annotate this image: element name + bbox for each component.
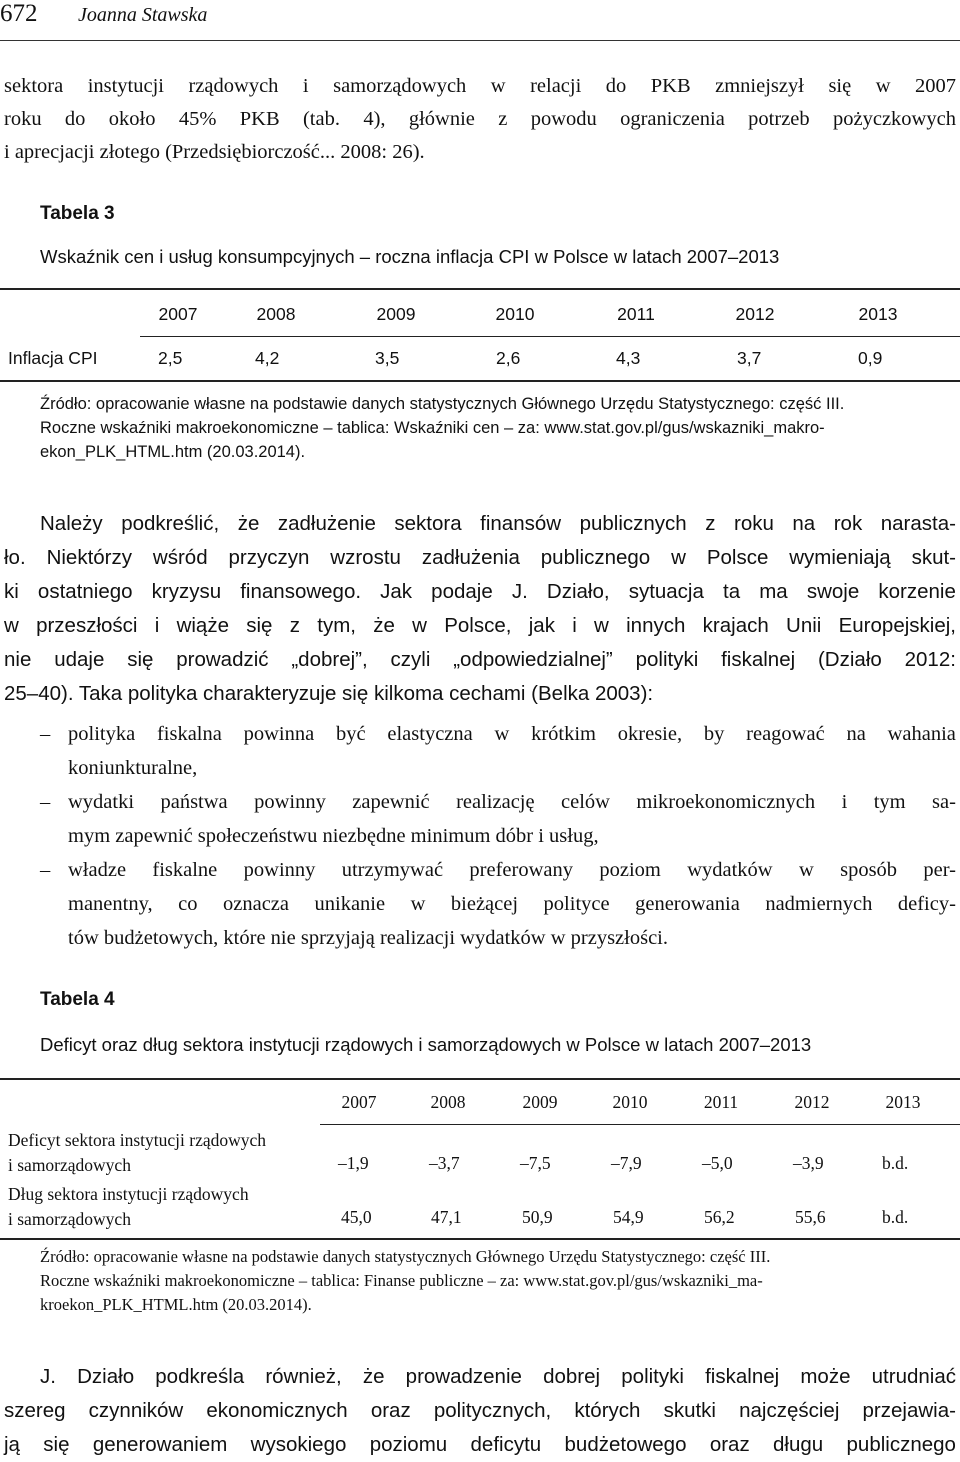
table3-value: 3,5 [375, 348, 400, 368]
bullet-dash: – [40, 723, 51, 745]
closing-line: szereg czynników ekonomicznych oraz politycznych, których skutki najczęściej przejawia- [4, 1399, 956, 1422]
bullet-line: manentny, co oznacza unikanie w bieżącej polityce generowania nadmiernych deficy- [68, 893, 956, 915]
bullet-item [4, 853, 956, 955]
header-rule [0, 40, 960, 41]
table4-value: 50,9 [522, 1207, 553, 1227]
table4-value: –5,0 [702, 1153, 733, 1173]
table4-year: 2013 [885, 1092, 921, 1112]
bullet-line: tów budżetowych, które nie sprzyjają realizacji wydatków w przyszłości. [68, 927, 668, 949]
table4-year: 2010 [612, 1092, 648, 1112]
body-line: Należy podkreślić, że zadłużenie sektora finansów publicznych z roku na rok narasta- [40, 512, 956, 535]
table3-year: 2008 [256, 304, 296, 324]
row-label-line: Deficyt sektora instytucji rządowych [8, 1130, 267, 1150]
table4-source [40, 1245, 958, 1317]
table3-value: 4,3 [616, 348, 641, 368]
table3-row-label: Inflacja CPI [8, 348, 98, 368]
closing-paragraph [4, 1360, 956, 1462]
page-number: 672 [0, 0, 38, 27]
table4-value: –3,7 [429, 1153, 460, 1173]
bullet-line: koniunkturalne, [68, 757, 198, 779]
bullet-list [4, 717, 956, 955]
table4-year: 2011 [703, 1092, 739, 1112]
table4-value: 56,2 [704, 1207, 735, 1227]
body-line: nie udaje się prowadzić „dobrej”, czyli „odpowiedzialnej” polityki fiskalnej (Działo 2012: [4, 648, 956, 671]
table3-label: Tabela 3 [40, 203, 115, 224]
intro-line: roku do około 45% PKB (tab. 4), głównie z powodu ograniczenia potrzeb pożyczkowych [4, 108, 956, 130]
intro-line: i aprecjacji złotego (Przedsiębiorczość... 2008: 26). [4, 141, 425, 163]
table3-year: 2010 [495, 304, 535, 324]
table4-year: 2007 [341, 1092, 377, 1112]
table3-top-rule [0, 288, 960, 290]
closing-line: J. Działo podkreśla również, że prowadzenie dobrej polityki fiskalnej może utrudniać [40, 1365, 956, 1388]
row-label-line: Dług sektora instytucji rządowych [8, 1184, 249, 1204]
bullet-item [4, 717, 956, 785]
body-line: ło. Niektórzy wśród przyczyn wzrostu zadłużenia publicznego w Polsce wymieniają skut- [4, 546, 956, 569]
body-line: 25–40). Taka polityka charakteryzuje się kilkoma cechami (Belka 2003): [4, 682, 654, 705]
table4-title: Deficyt oraz dług sektora instytucji rządowych i samorządowych w Polsce w latach 2007–2013 [40, 1034, 812, 1055]
table3-year: 2009 [376, 304, 416, 324]
table4-value: –3,9 [793, 1153, 824, 1173]
bullet-dash: – [40, 859, 51, 881]
row-label-line: i samorządowych [8, 1209, 131, 1229]
bullet-dash: – [40, 791, 51, 813]
intro-paragraph [4, 70, 956, 169]
bullet-line: władze fiskalne powinny utrzymywać preferowany poziom wydatków w sposób per- [68, 859, 956, 881]
table3-year: 2011 [617, 304, 655, 324]
table3-value: 0,9 [858, 348, 883, 368]
table4-bottom-rule [0, 1238, 960, 1240]
table4-value: 47,1 [431, 1207, 462, 1227]
source-line: Roczne wskaźniki makroekonomiczne – tablica: Wskaźniki cen – za: www.stat.gov.pl/gus/wskazniki_makro- [40, 419, 825, 437]
table3-title: Wskaźnik cen i usług konsumpcyjnych – roczna inflacja CPI w Polsce w latach 2007–2013 [40, 246, 780, 267]
intro-line: sektora instytucji rządowych i samorządowych w relacji do PKB zmniejszył się w 2007 [4, 75, 956, 97]
source-line: ekon_PLK_HTML.htm (20.03.2014). [40, 443, 306, 461]
table3-value: 3,7 [737, 348, 762, 368]
table3-year: 2013 [858, 304, 898, 324]
table4-row-label [8, 1128, 266, 1178]
table4-row-label [8, 1182, 249, 1232]
table3-year: 2007 [158, 304, 198, 324]
bullet-line: mym zapewnić społeczeństwu niezbędne minimum dóbr i usług, [68, 825, 599, 847]
row-label-line: i samorządowych [8, 1155, 131, 1175]
table4-top-rule [0, 1078, 960, 1080]
table4-value: 54,9 [613, 1207, 644, 1227]
table4-value: b.d. [882, 1153, 909, 1173]
table4-value: –1,9 [338, 1153, 369, 1173]
bullet-item [4, 785, 956, 853]
table4-value: –7,5 [520, 1153, 551, 1173]
closing-line: ją się generowaniem wysokiego poziomu deficytu budżetowego oraz długu publicznego [4, 1433, 956, 1456]
body-paragraph [4, 507, 956, 711]
source-line: Źródło: opracowanie własne na podstawie danych statystycznych Głównego Urzędu Statystycznego: część III. [40, 1247, 771, 1266]
source-line: kroekon_PLK_HTML.htm (20.03.2014). [40, 1295, 312, 1314]
table3-value: 4,2 [255, 348, 280, 368]
body-line: ki ostatniego kryzysu finansowego. Jak podaje J. Działo, sytuacja ta ma swoje korzenie [4, 580, 956, 603]
table3-bottom-rule [0, 380, 960, 382]
source-line: Roczne wskaźniki makroekonomiczne – tablica: Finanse publiczne – za: www.stat.gov.pl/gus/wskazniki_ma- [40, 1271, 763, 1290]
table4-header-rule [320, 1124, 960, 1125]
table4-value: b.d. [882, 1207, 909, 1227]
table4-label: Tabela 4 [40, 989, 115, 1010]
table3-value: 2,6 [496, 348, 521, 368]
table3-source [40, 392, 958, 464]
table3-header-rule [140, 336, 960, 337]
table4-value: 55,6 [795, 1207, 826, 1227]
table3-value: 2,5 [158, 348, 183, 368]
table4-value: 45,0 [341, 1207, 372, 1227]
running-header-author: Joanna Stawska [78, 4, 208, 26]
source-line: Źródło: opracowanie własne na podstawie danych statystycznych Głównego Urzędu Statystycznego: część III. [40, 395, 845, 413]
bullet-line: polityka fiskalna powinna być elastyczna w krótkim okresie, by reagować na wahania [68, 723, 956, 745]
bullet-line: wydatki państwa powinny zapewnić realizację celów mikroekonomicznych i tym sa- [68, 791, 956, 813]
table3-year: 2012 [735, 304, 775, 324]
table4-year: 2012 [794, 1092, 830, 1112]
table4-value: –7,9 [611, 1153, 642, 1173]
table4-year: 2008 [430, 1092, 466, 1112]
table4-year: 2009 [522, 1092, 558, 1112]
body-line: w przeszłości i wiąże się z tym, że w Polsce, jak i w innych krajach Unii Europejskiej, [4, 614, 956, 637]
